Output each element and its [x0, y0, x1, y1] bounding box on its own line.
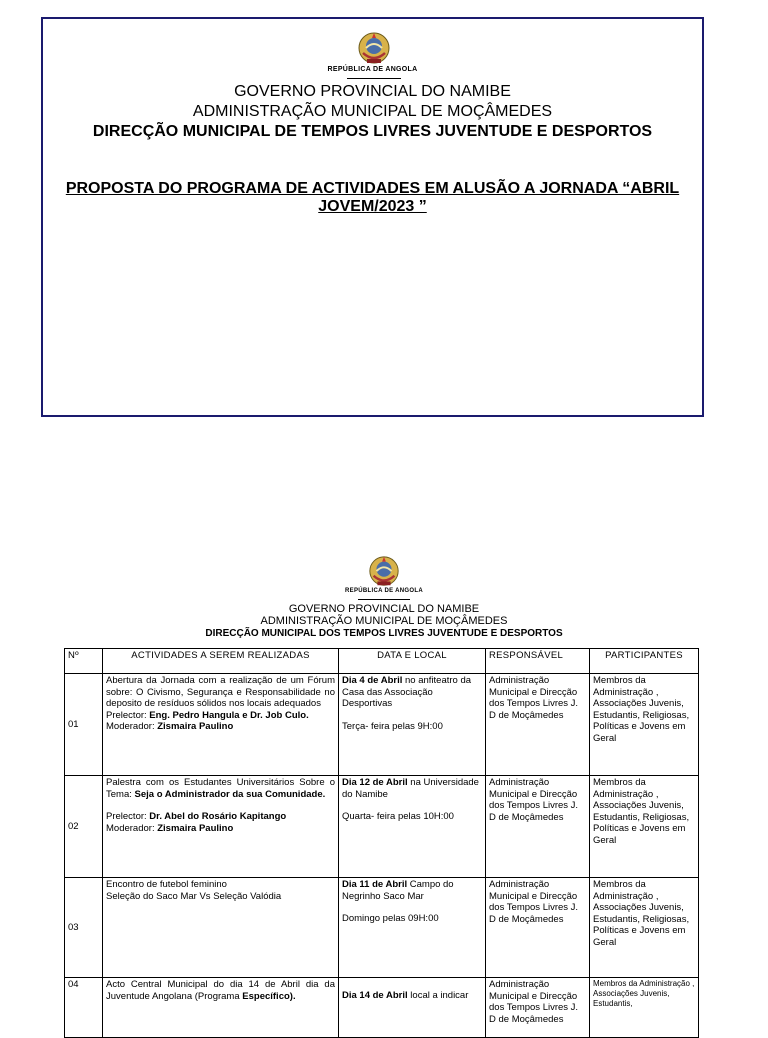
activity-cell [103, 776, 339, 878]
header-directorate-line: DIRECÇÃO MUNICIPAL DOS TEMPOS LIVRES JUVENTUDE E DESPORTOS [205, 628, 563, 639]
date-location-cell [339, 978, 486, 1038]
date-location [342, 990, 482, 1002]
event-time: Domingo pelas 09H:00 [342, 913, 439, 924]
date: Dia 11 de Abril [342, 879, 408, 890]
activity-description [106, 777, 335, 800]
activity-moderator [106, 823, 335, 835]
moderator-name: Zismaira Paulino [157, 822, 234, 834]
col-header-responsible: RESPONSÁVEL [486, 649, 590, 674]
cover-administration-line: ADMINISTRAÇÃO MUNICIPAL DE MOÇÂMEDES [192, 103, 553, 120]
cover-directorate-line: DIRECÇÃO MUNICIPAL DE TEMPOS LIVRES JUVENTUDE E DESPORTOS [92, 123, 653, 140]
activity-program: Específico). [242, 990, 296, 1002]
prelector-label: Prelector: [106, 811, 150, 822]
col-header-date-location: DATA E LOCAL [339, 649, 486, 674]
row-number: 04 [65, 978, 103, 1038]
activity-description [106, 979, 335, 1002]
location: local a indicar [407, 990, 469, 1001]
activity-cell [103, 674, 339, 776]
date-location-cell [339, 674, 486, 776]
table-header-row [65, 649, 699, 674]
activity-description: Abertura da Jornada com a realização de um Fórum sobre: O Civismo, Segurança e Responsabilidade no deposito de resíduos sólidos nos locais adequados [106, 675, 335, 709]
event-time: Quarta- feira pelas 10H:00 [342, 811, 454, 822]
date-location [342, 879, 482, 902]
activity-title: Encontro de futebol feminino [106, 879, 227, 890]
moderator-label: Moderador: [106, 721, 158, 732]
col-header-activities: ACTIVIDADES A SEREM REALIZADAS [103, 649, 339, 674]
activity-text: Palestra com os Estudantes Universitários Sobre o Tema: [106, 777, 335, 800]
responsible-cell: Administração Municipal e Direcção dos Tempos Livres J. D de Moçâmedes [486, 776, 590, 878]
participants-cell: Membros da Administração , Associações Juvenis, Estudantis, Religiosas, Políticas e Jovens em Geral [590, 776, 699, 878]
date: Dia 12 de Abril [342, 777, 408, 788]
date-location-cell [339, 878, 486, 978]
moderator-name: Zismaira Paulino [157, 721, 234, 732]
col-header-number: Nº [65, 649, 103, 674]
cover-republic-label: REPÚBLICA DE ANGOLA [327, 66, 418, 73]
table-row [65, 674, 699, 776]
location: na Universidade do Namibe [342, 777, 479, 800]
activity-theme: Seja o Administrador da sua Comunidade. [134, 788, 326, 800]
table-row [65, 776, 699, 878]
cover-divider [347, 78, 401, 79]
header-government-line: GOVERNO PROVINCIAL DO NAMIBE [288, 603, 480, 615]
prelector-label: Prelector: [106, 709, 150, 721]
activity-prelector [106, 710, 335, 722]
activity-text: Acto Central Municipal do dia 14 de Abril dia da Juventude Angolana (Programa [106, 979, 335, 1002]
header-divider [358, 599, 410, 600]
table-row [65, 878, 699, 978]
responsible-cell: Administração Municipal e Direcção dos Tempos Livres J. D de Moçâmedes [486, 674, 590, 776]
date: Dia 4 de Abril [342, 675, 403, 686]
responsible-cell: Administração Municipal e Direcção dos Tempos Livres J. D de Moçâmedes [486, 878, 590, 978]
angola-emblem-icon [364, 555, 404, 589]
event-time: Terça- feira pelas 9H:00 [342, 720, 443, 732]
prelector-names: Eng. Pedro Hangula e Dr. Job Culo. [149, 709, 309, 721]
cover-proposal-title: PROPOSTA DO PROGRAMA DE ACTIVIDADES EM ALUSÃO A JORNADA “ABRIL JOVEM/2023 ” [65, 180, 680, 215]
header-administration-line: ADMINISTRAÇÃO MUNICIPAL DE MOÇÂMEDES [260, 615, 508, 627]
activity-prelector [106, 811, 335, 823]
table-row [65, 978, 699, 1038]
activity-moderator [106, 721, 335, 733]
activities-table [64, 648, 699, 1038]
date-location-cell [339, 776, 486, 878]
col-header-participants: PARTICIPANTES [590, 649, 699, 674]
cover-page-box [41, 17, 704, 417]
date-location [342, 777, 482, 800]
location: Campo do Negrinho Saco Mar [342, 879, 454, 902]
participants-cell: Membros da Administração , Associações Juvenis, Estudantis, [590, 978, 699, 1038]
cover-government-line: GOVERNO PROVINCIAL DO NAMIBE [234, 83, 511, 100]
participants-cell: Membros da Administração , Associações Juvenis, Estudantis, Religiosas, Políticas e Jovens em Geral [590, 674, 699, 776]
activity-cell [103, 878, 339, 978]
row-number: 02 [65, 776, 103, 878]
moderator-label: Moderador: [106, 822, 158, 834]
row-number: 03 [65, 878, 103, 978]
header-republic-label: REPÚBLICA DE ANGOLA [345, 588, 423, 594]
activity-cell [103, 978, 339, 1038]
location: no anfiteatro da Casa das Associação Desportivas [342, 675, 472, 709]
participants-cell: Membros da Administração , Associações Juvenis, Estudantis, Religiosas, Políticas e Jovens em Geral [590, 878, 699, 978]
prelector-names: Dr. Abel do Rosário Kapitango [149, 811, 287, 822]
date-location [342, 675, 482, 710]
row-number: 01 [65, 674, 103, 776]
activity-match: Seleção do Saco Mar Vs Seleção Valódia [106, 890, 282, 902]
date: Dia 14 de Abril [342, 990, 408, 1001]
angola-emblem-icon [353, 31, 395, 67]
responsible-cell: Administração Municipal e Direcção dos Tempos Livres J. D de Moçâmedes [486, 978, 590, 1038]
